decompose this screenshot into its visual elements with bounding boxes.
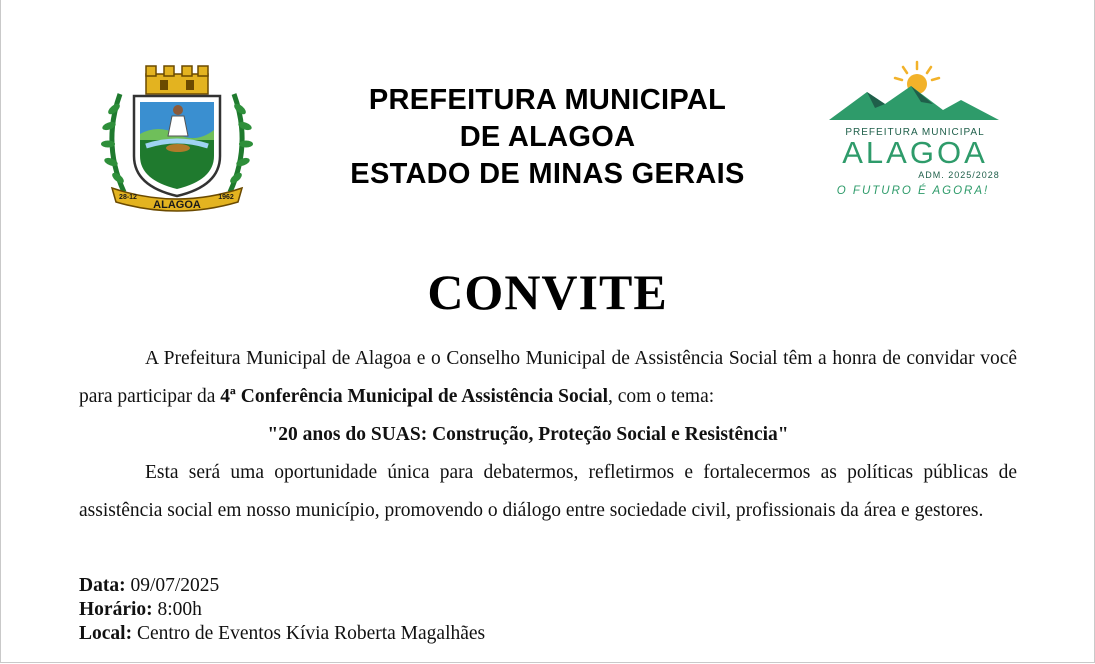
header-title <box>300 82 795 193</box>
invitation-paragraph-1 <box>79 340 1017 416</box>
event-time <box>79 598 1017 622</box>
event-date <box>79 574 1017 598</box>
time-value: 8:00h <box>157 599 202 620</box>
logo-slogan: O FUTURO É AGORA! <box>836 185 990 197</box>
logo-admin: ADM. 2025/2028 <box>918 170 1000 180</box>
event-theme: "20 anos do SUAS: Construção, Proteção Social e Resistência" <box>267 424 789 445</box>
invitation-paragraph-2: Esta será uma oportunidade única para debatermos, refletirmos e fortalecermos as políticas públicas de assistência social em nosso município, promovendo o diálogo entre sociedade civil, profissionais da área e gestores. <box>79 462 1017 521</box>
document-title: CONVITE <box>427 264 668 320</box>
header-title-line: PREFEITURA MUNICIPAL <box>368 84 727 116</box>
date-label: Data: <box>79 575 126 596</box>
crest-banner-text: ALAGOA <box>153 199 201 211</box>
event-name: 4ª Conferência Municipal de Assistência Social <box>220 386 609 407</box>
header-title-line: ESTADO DE MINAS GERAIS <box>350 158 745 190</box>
logo-subtitle: PREFEITURA MUNICIPAL <box>845 127 985 138</box>
coat-of-arms-icon <box>98 64 256 214</box>
logo-name: ALAGOA <box>842 135 988 170</box>
crest-year-right: 1962 <box>218 194 234 201</box>
invitation-body <box>79 340 1017 530</box>
administration-logo-icon <box>815 58 1015 203</box>
time-label: Horário: <box>79 599 153 620</box>
crest-year-left: 28-12 <box>119 194 137 201</box>
paragraph-1-tail: , com o tema: <box>608 386 715 407</box>
paragraph-1-intro: A Prefeitura Municipal de Alagoa e o Conselho Municipal de Assistência Social têm a honra de convidar você para participar da <box>79 348 1017 407</box>
event-place <box>79 622 1017 646</box>
event-details <box>79 574 1017 646</box>
place-value: Centro de Eventos Kívia Roberta Magalhães <box>136 623 486 644</box>
header-title-line: DE ALAGOA <box>459 121 636 153</box>
place-label: Local: <box>79 623 133 644</box>
date-value: 09/07/2025 <box>130 575 220 596</box>
